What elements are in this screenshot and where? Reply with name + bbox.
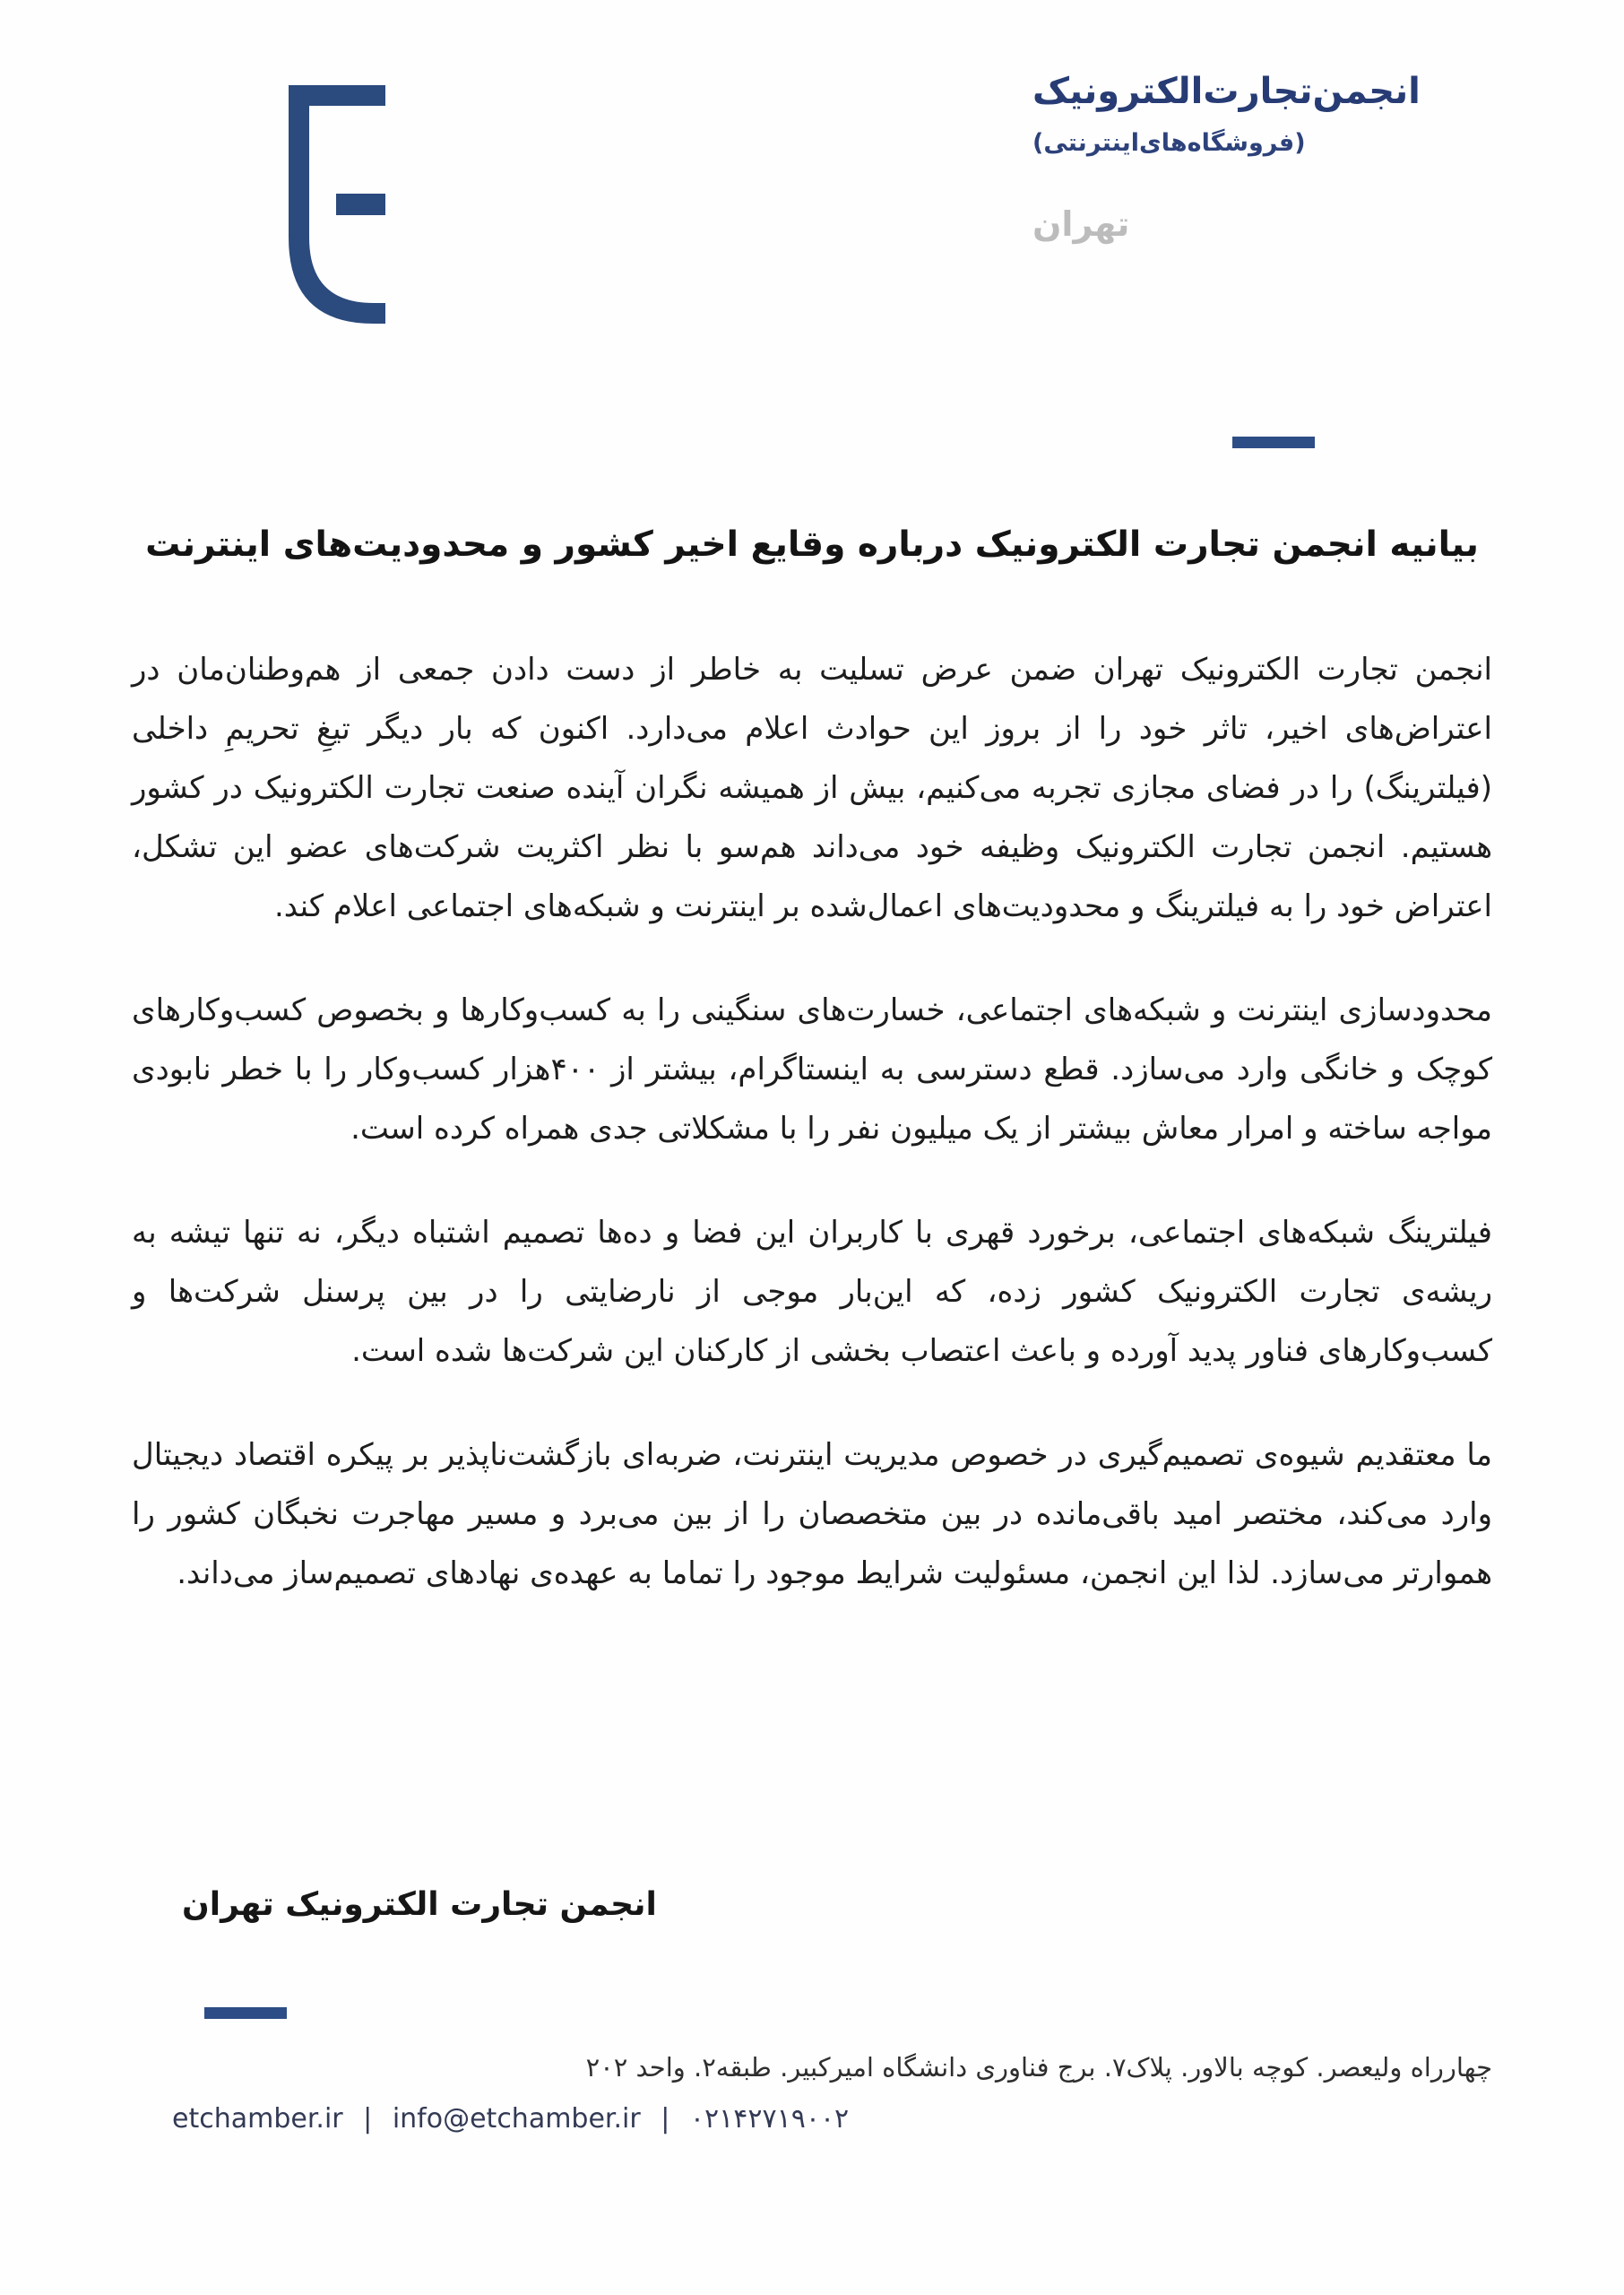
org-city-watermark: تهران	[1032, 204, 1130, 245]
org-subtitle: (فروشگاه‌های‌اینترنتی)	[1032, 129, 1306, 157]
org-logo	[289, 85, 387, 325]
letterhead	[1032, 70, 1499, 246]
accent-bar-top	[1232, 437, 1315, 448]
statement-title: بیانیه انجمن تجارت الکترونیک درباره وقایع اخیر کشور و محدودیت‌های اینترنت	[145, 524, 1479, 565]
statement-body	[132, 640, 1492, 1648]
footer-email: info@etchamber.ir	[392, 2103, 641, 2135]
footer-address: چهارراه ولیعصر. کوچه بالاور. پلاک۷. برج فناوری دانشگاه امیرکبیر. طبقه۲. واحد ۲۰۲	[585, 2052, 1492, 2083]
footer-phone: ۰۲۱۴۲۷۱۹۰۰۲	[689, 2103, 850, 2135]
e-monogram-icon	[289, 85, 385, 324]
footer-website: etchamber.ir	[172, 2103, 343, 2135]
footer-separator: |	[661, 2103, 670, 2135]
signature: انجمن تجارت الکترونیک تهران	[182, 1886, 657, 1923]
statement-paragraph-3: فیلترینگ شبکه‌های اجتماعی، برخورد قهری با کاربران این فضا و ده‌ها تصمیم اشتباه دیگر، نه تنها تیشه به ریشه‌ی تجارت الکترونیک کشور زده، که این‌بار موجی از نارضایتی را در بین پرسنل شرکت‌ها و کسب‌وکارهای فناور پدید آورده و باعث اعتصاب بخشی از کارکنان این شرکت‌ها شده است.	[132, 1215, 1492, 1369]
accent-bar-bottom	[204, 2007, 287, 2019]
statement-paragraph-1: انجمن تجارت الکترونیک تهران ضمن عرض تسلیت به خاطر از دست دادن جمعی از هم‌وطنان‌مان در اعتراض‌های اخیر، تاثر خود را از بروز این حوادث اعلام می‌دارد. اکنون که بار دیگر تیغِ تحریمِ داخلی (فیلترینگ) را در فضای مجازی تجربه می‌کنیم، بیش از همیشه نگران آینده صنعت تجارت الکترونیک در کشور هستیم. انجمن تجارت الکترونیک وظیفه خود می‌داند هم‌سو با نظر اکثریت شرکت‌های عضو این تشکل، اعتراض خود را به فیلترینگ و محدودیت‌های اعمال‌شده بر اینترنت و شبکه‌های اجتماعی اعلام کند.	[132, 652, 1492, 924]
footer-separator: |	[363, 2103, 373, 2135]
statement-paragraph-2: محدودسازی اینترنت و شبکه‌های اجتماعی، خسارت‌های سنگینی را به کسب‌وکارها و بخصوص کسب‌وکارهای کوچک و خانگی وارد می‌سازد. قطع دسترسی به اینستاگرام، بیشتر از ۴۰۰هزار کسب‌وکار را با خطر نابودی مواجه ساخته و امرار معاش بیشتر از یک میلیون نفر را با مشکلاتی جدی همراه کرده است.	[132, 992, 1493, 1147]
org-name: انجمن‌تجارت‌الکترونیک	[1032, 71, 1421, 112]
statement-paragraph-4: ما معتقدیم شیوه‌ی تصمیم‌گیری در خصوص مدیریت اینترنت، ضربه‌ای بازگشت‌ناپذیر بر پیکره اقتصاد دیجیتال وارد می‌کند، مختصر امید باقی‌مانده در بین متخصصان را از بین می‌برد و مسیر مهاجرت نخبگان کشور را هموارتر می‌سازد. لذا این انجمن، مسئولیت شرایط موجود را تماما به عهده‌ی نهادهای تصمیم‌ساز می‌داند.	[132, 1437, 1492, 1591]
footer-contacts	[172, 2101, 849, 2136]
